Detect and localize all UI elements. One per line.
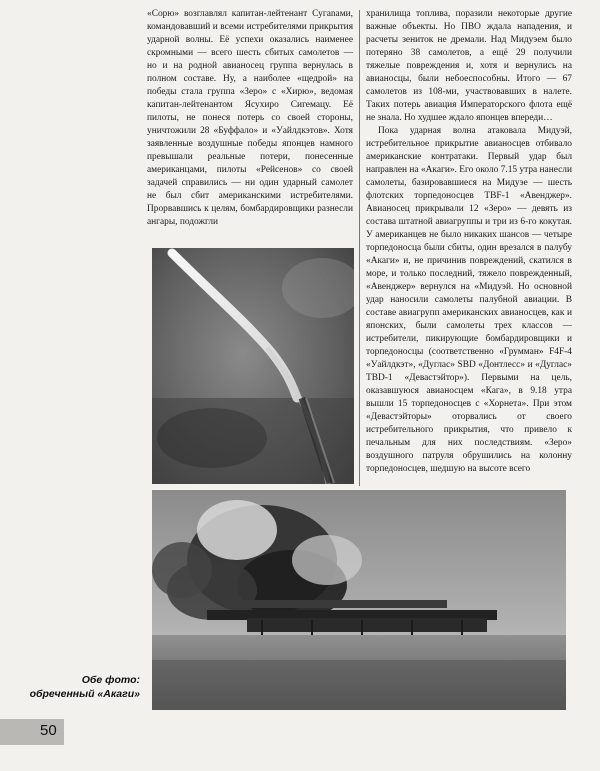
left-paragraph-1: «Сорю» возглавлял капитан-лейтенант Сугаnами, командовавший и всеми истребителями прикрытия ударной волны. Её успехи оказались наименее скромными — всего шесть сбитых самолетов — но и на родной авианосец группа вернулась в полном составе. Ну, а наиболее «щедрой» на победы стала группа «Зеро» с «Хирю», ведомая капитан-лейтенантом Ясухиро Сигемацу. Её пилоты, не понеся потерь со своей стороны, уничтожили 28 «Буффало» и «Уайлдкэтов». Хотя заявленные воздушные победы японцев намного превышали реальные потери, понесенные американцами, пилоты «Рейсенов» со своей задачей справились — ни один ударный самолет не был сбит американскими истребителями. Прорвавшись к целям, бомбардировщики разнесли ангары, подожгли: [147, 9, 353, 227]
column-divider: [359, 10, 360, 486]
aerial-carrier-photo: [152, 248, 354, 484]
right-paragraph-2: Пока ударная волна атаковала Мидуэй, истребительное прикрытие авианосцев отбивало американские контратаки. Первый удар был направлен на «Акаги». Его около 7.15 утра нанесли самолеты, базировавшиеся на Мидуэе — шесть флотских торпедоносцев TBF-1 «Авенджер». Авианосец прикрывали 12 «Зеро» — девять из состава штатной авиагруппы и три из 6-го кокутая. У американцев не было никаких шансов — четыре торпедоносца были сбиты, один врезался в палубу «Акаги» и, не причинив повреждений, скатился в море, и только последний, тяжело поврежденный, «Авенджер» вернулся на «Мидуэй. Но основной удар наносили самолеты палубной авиации. В составе авиагрупп американских авианосцев, как и японских, были самолеты трех классов — истребители, пикирующие бомбардировщики и торпедоносцы (соответственно «Грумман» F4F-4 «Уайлдкэт», «Дуглас» SBD «Донтлесс» и «Дуглас» TBD-1 «Девастэйтор»). Первыми на цель, оказавшуюся авианосцем «Кага», в 9.18 утра вышли 15 торпедоносцев с «Хорнета». При этом «Девастэйторы» оторвались от своего истребительного прикрытия, что привело к печальным для них последствиям. «Зеро» воздушного патруля обрушились на колонну торпедоносцев, шедшую на высоте всего: [366, 126, 572, 474]
caption-line-1: Обе фото:: [81, 674, 140, 686]
page-number: 50: [40, 722, 57, 739]
right-text-column: [366, 8, 572, 492]
caption-line-2: обреченный «Акаги»: [29, 688, 140, 700]
right-paragraph-1: хранилища топлива, поразили некоторые другие важные объекты. Но ПВО ждала нападения, и расчеты зениток не дремали. Над Мидуэем было потеряно 38 самолетов, а ещё 29 получили тяжелые повреждения и, хотя и вернулись на авианосцы, были небоеспособны. Итого — 67 самолетов из 108-ми, участвовавших в налете. Таких потерь авиация Императорского флота ещё не знала. Но худшее ждало японцев впереди…: [366, 9, 572, 123]
burning-carrier-photo: [152, 490, 566, 710]
photo-caption: [28, 673, 140, 701]
left-text-column: [147, 8, 353, 246]
